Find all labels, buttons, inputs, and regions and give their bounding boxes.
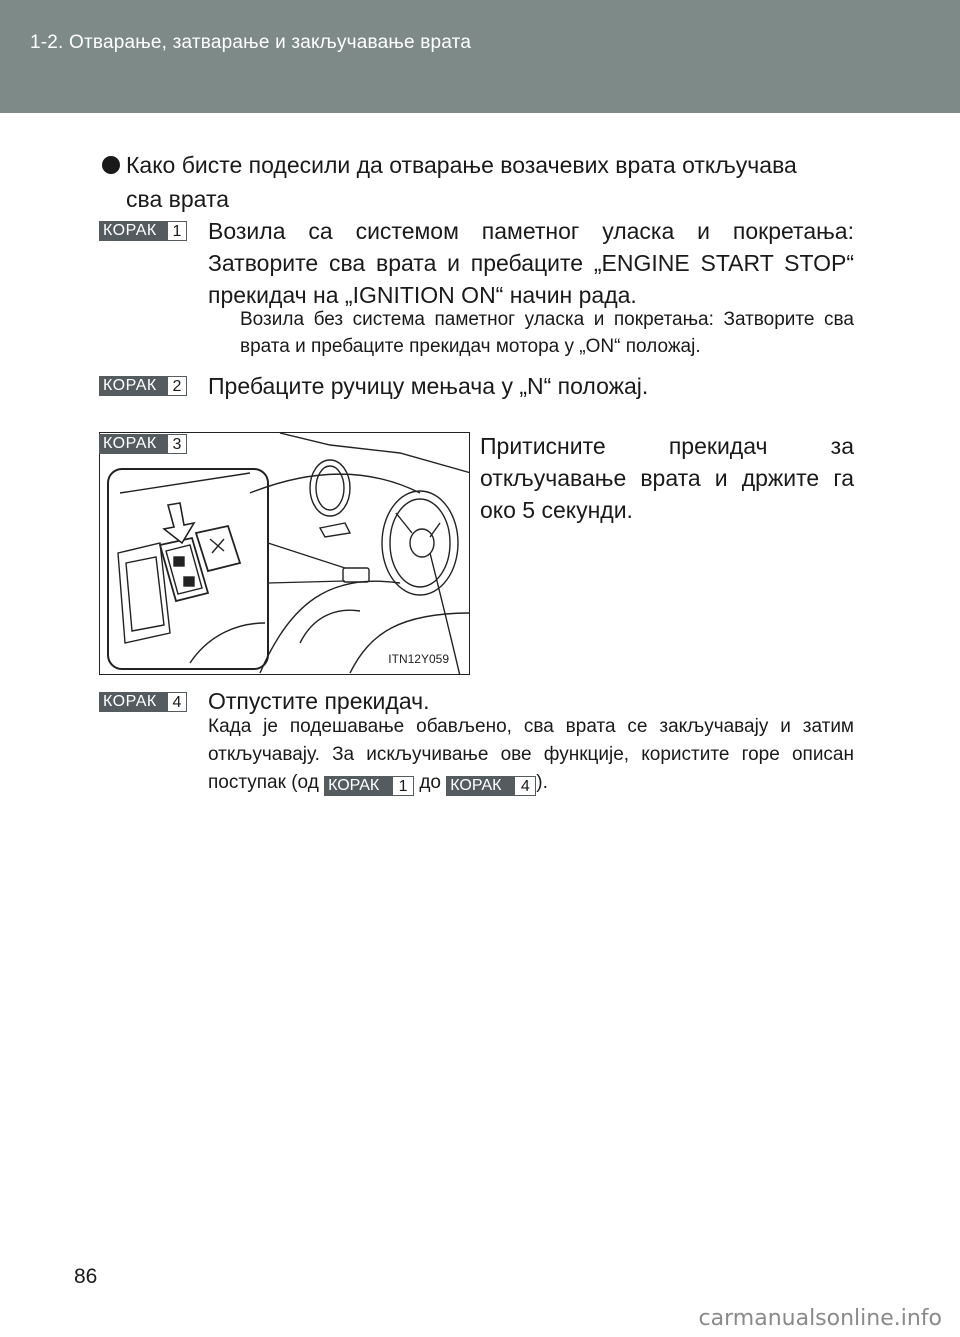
step-badge-number: 4	[514, 776, 536, 796]
step-badge-label: КОРАК	[99, 434, 167, 454]
step-badge-label: КОРАК	[324, 776, 392, 796]
step-badge-3	[99, 434, 187, 454]
step-3-text: Притисните прекидач за откључавање врата и држите га око 5 секунди.	[480, 433, 854, 523]
step-badge-label: КОРАК	[99, 221, 167, 241]
step-badge-label: КОРАК	[99, 376, 167, 396]
step-badge-1	[99, 221, 187, 241]
inline-step-badge-1	[324, 776, 414, 796]
section-heading-line2: сва врата	[126, 186, 230, 212]
door-switch-illustration	[99, 432, 470, 675]
watermark: carmanualsonline.info	[698, 1306, 942, 1331]
inline-step-badge-4	[446, 776, 536, 796]
step-4-detail-mid: до	[419, 772, 441, 793]
section-heading-line1: Како бисте подесили да отварање возачевих врата откључава	[126, 152, 797, 178]
step-badge-number: 1	[167, 221, 187, 241]
step-badge-2	[99, 376, 187, 396]
step-badge-number: 3	[167, 434, 187, 454]
step-4-detail	[208, 713, 854, 797]
step-badge-number: 4	[167, 692, 187, 712]
figure-code: ITN12Y059	[388, 652, 449, 666]
header-title: 1-2. Отварање, затварање и закључавање врата	[30, 32, 472, 53]
bullet-icon	[102, 156, 120, 174]
section-heading	[102, 148, 854, 216]
step-4-text: Отпустите прекидач.	[208, 688, 430, 714]
step-badge-4	[99, 692, 187, 712]
step-2-text: Пребаците ручицу мењача у „N“ положај.	[208, 373, 649, 399]
step-badge-label: КОРАК	[99, 692, 167, 712]
car-interior-drawing	[100, 433, 470, 675]
step-1-note: Возила без система паметног уласка и покретања: Затворите сва врата и пребаците прекидач мотора у „ON“ положај.	[240, 309, 854, 357]
step-badge-label: КОРАК	[446, 776, 514, 796]
step-badge-number: 2	[167, 376, 187, 396]
page-number: 86	[74, 1265, 98, 1288]
step-4-detail-after: ).	[536, 772, 548, 793]
step-1-text: Возила са системом паметног уласка и покретања: Затворите сва врата и пребаците „ENGINE START STOP“ прекидач на „IGNITION ON“ начин рада.	[208, 218, 854, 308]
step-badge-number: 1	[392, 776, 414, 796]
page-header	[0, 0, 960, 113]
step-4-detail-before: Када је подешавање обављено, сва врата се закључавају и затим откључавају. За искључивање ове функције, користите горе описан поступак (од	[208, 716, 854, 793]
